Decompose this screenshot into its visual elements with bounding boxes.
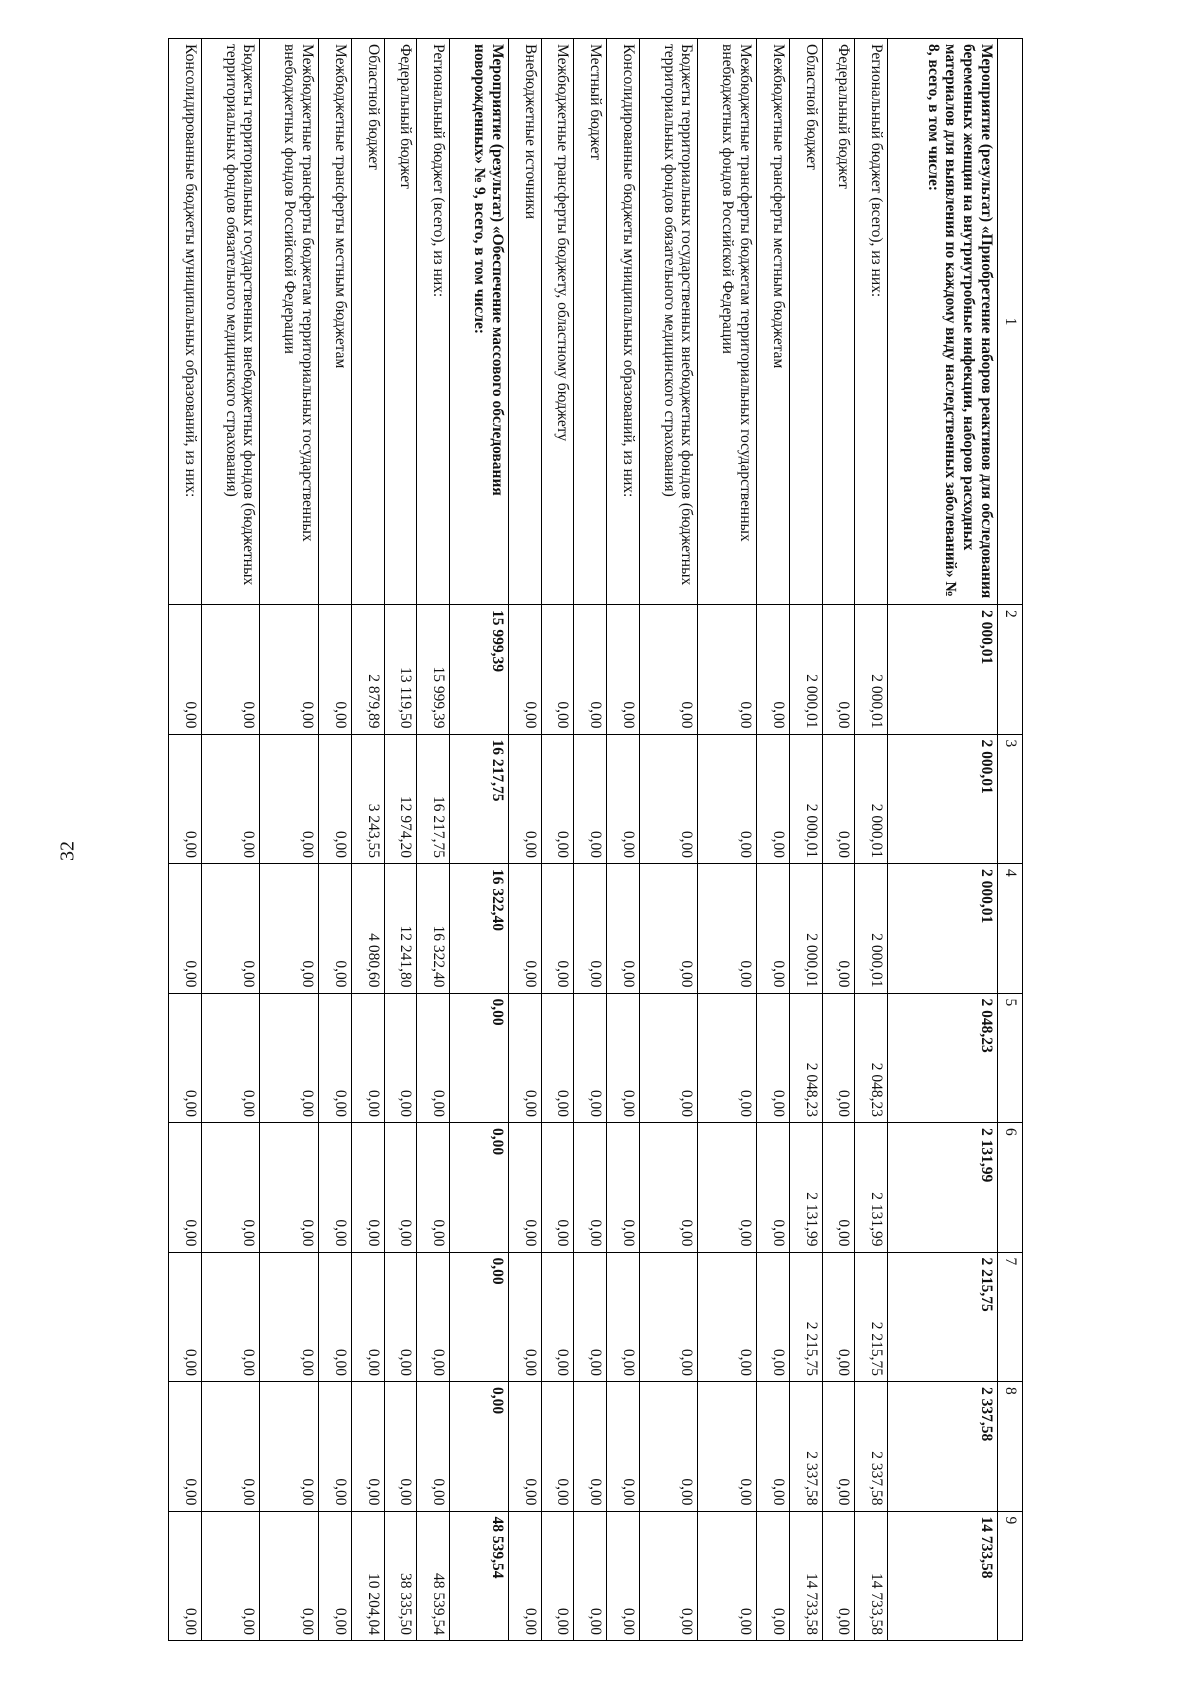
value-cell: 0,00: [450, 1382, 508, 1512]
row-label: Федеральный бюджет: [822, 39, 855, 605]
value-cell: 0,00: [640, 864, 698, 994]
value-cell: 0,00: [384, 1382, 417, 1512]
table-row: [169, 39, 202, 1641]
value-cell: 0,00: [508, 864, 541, 994]
value-cell: 0,00: [607, 1511, 640, 1641]
value-cell: 14 733,58: [888, 1511, 998, 1641]
table-row: [541, 39, 574, 1641]
value-cell: 0,00: [574, 1511, 607, 1641]
value-cell: 0,00: [260, 1123, 318, 1253]
row-label: Местный бюджет: [574, 39, 607, 605]
value-cell: 0,00: [169, 1382, 202, 1512]
rotated-table-container: [168, 38, 1023, 1640]
value-cell: 0,00: [698, 1123, 756, 1253]
value-cell: 38 335,50: [384, 1511, 417, 1641]
value-cell: 0,00: [607, 993, 640, 1123]
value-cell: 0,00: [201, 993, 259, 1123]
value-cell: 0,00: [318, 1382, 351, 1512]
value-cell: 0,00: [169, 993, 202, 1123]
value-cell: 0,00: [201, 864, 259, 994]
value-cell: 0,00: [541, 1123, 574, 1253]
table-row: [318, 39, 351, 1641]
value-cell: 2 337,58: [888, 1382, 998, 1512]
column-header: 1: [998, 39, 1023, 605]
value-cell: 0,00: [260, 864, 318, 994]
value-cell: 0,00: [417, 1252, 450, 1382]
header-row: [998, 39, 1023, 1641]
value-cell: 12 974,20: [384, 734, 417, 864]
row-label: Консолидированные бюджеты муниципальных образований, из них:: [607, 39, 640, 605]
row-label: Мероприятие (результат) «Обеспечение массового обследования новорожденных» № 9, всего, в том числе:: [450, 39, 508, 605]
value-cell: 2 131,99: [888, 1123, 998, 1253]
value-cell: 2 215,75: [789, 1252, 822, 1382]
value-cell: 0,00: [698, 993, 756, 1123]
value-cell: 0,00: [574, 864, 607, 994]
row-label: Межбюджетные трансферты местным бюджетам: [756, 39, 789, 605]
value-cell: 0,00: [607, 1123, 640, 1253]
value-cell: 0,00: [756, 734, 789, 864]
value-cell: 0,00: [756, 1511, 789, 1641]
value-cell: 2 131,99: [855, 1123, 888, 1253]
value-cell: 0,00: [318, 993, 351, 1123]
value-cell: 0,00: [541, 993, 574, 1123]
budget-table: [168, 38, 1023, 1641]
value-cell: 0,00: [541, 1511, 574, 1641]
value-cell: 0,00: [169, 1123, 202, 1253]
value-cell: 0,00: [640, 993, 698, 1123]
value-cell: 0,00: [574, 1382, 607, 1512]
value-cell: 0,00: [351, 993, 384, 1123]
value-cell: 0,00: [574, 734, 607, 864]
value-cell: 0,00: [508, 1382, 541, 1512]
value-cell: 3 243,55: [351, 734, 384, 864]
value-cell: 16 322,40: [450, 864, 508, 994]
value-cell: 2 000,01: [855, 734, 888, 864]
row-label: Межбюджетные трансферты бюджетам территориальных государственных внебюджетных фондов Российской Федерации: [260, 39, 318, 605]
value-cell: 14 733,58: [855, 1511, 888, 1641]
value-cell: 0,00: [417, 1123, 450, 1253]
value-cell: 16 217,75: [450, 734, 508, 864]
value-cell: 0,00: [541, 1252, 574, 1382]
value-cell: 0,00: [822, 864, 855, 994]
value-cell: 0,00: [541, 1382, 574, 1512]
value-cell: 0,00: [384, 1123, 417, 1253]
value-cell: 0,00: [508, 1123, 541, 1253]
value-cell: 2 000,01: [888, 605, 998, 735]
value-cell: 0,00: [574, 1252, 607, 1382]
value-cell: 0,00: [417, 1382, 450, 1512]
row-label: Бюджеты территориальных государственных внебюджетных фондов (бюджетных территориальных фондов обязательного медицинского страхования): [640, 39, 698, 605]
table-row: [888, 39, 998, 1641]
value-cell: 0,00: [756, 605, 789, 735]
value-cell: 2 879,89: [351, 605, 384, 735]
table-row: [698, 39, 756, 1641]
table-row: [640, 39, 698, 1641]
value-cell: 0,00: [698, 1511, 756, 1641]
row-label: Межбюджетные трансферты бюджету, областному бюджету: [541, 39, 574, 605]
value-cell: 0,00: [318, 1123, 351, 1253]
value-cell: 0,00: [541, 734, 574, 864]
value-cell: 0,00: [508, 734, 541, 864]
value-cell: 0,00: [201, 1252, 259, 1382]
column-header: 2: [998, 605, 1023, 735]
column-header: 4: [998, 864, 1023, 994]
table-row: [789, 39, 822, 1641]
table-row: [756, 39, 789, 1641]
row-label: Региональный бюджет (всего), из них:: [855, 39, 888, 605]
value-cell: 48 539,54: [417, 1511, 450, 1641]
value-cell: 10 204,04: [351, 1511, 384, 1641]
value-cell: 0,00: [574, 1123, 607, 1253]
table-row: [855, 39, 888, 1641]
value-cell: 48 539,54: [450, 1511, 508, 1641]
value-cell: 0,00: [260, 1252, 318, 1382]
value-cell: 0,00: [541, 605, 574, 735]
value-cell: 0,00: [169, 734, 202, 864]
value-cell: 2 048,23: [789, 993, 822, 1123]
row-label: Бюджеты территориальных государственных внебюджетных фондов (бюджетных территориальных фондов обязательного медицинского страхования): [201, 39, 259, 605]
value-cell: 0,00: [822, 734, 855, 864]
value-cell: 0,00: [698, 864, 756, 994]
value-cell: 0,00: [169, 1252, 202, 1382]
column-header: 3: [998, 734, 1023, 864]
row-label: Региональный бюджет (всего), из них:: [417, 39, 450, 605]
value-cell: 16 322,40: [417, 864, 450, 994]
value-cell: 0,00: [201, 1123, 259, 1253]
value-cell: 0,00: [640, 605, 698, 735]
column-header: 7: [998, 1252, 1023, 1382]
value-cell: 0,00: [698, 1252, 756, 1382]
value-cell: 2 048,23: [855, 993, 888, 1123]
row-label: Межбюджетные трансферты местным бюджетам: [318, 39, 351, 605]
table-row: [450, 39, 508, 1641]
value-cell: 0,00: [640, 1382, 698, 1512]
value-cell: 2 337,58: [789, 1382, 822, 1512]
row-label: Внебюджетные источники: [508, 39, 541, 605]
value-cell: 2 048,23: [888, 993, 998, 1123]
value-cell: 0,00: [450, 1123, 508, 1253]
value-cell: 0,00: [607, 1252, 640, 1382]
value-cell: 0,00: [607, 1382, 640, 1512]
value-cell: 0,00: [541, 864, 574, 994]
value-cell: 0,00: [508, 1511, 541, 1641]
value-cell: 0,00: [201, 734, 259, 864]
row-label: Межбюджетные трансферты бюджетам территориальных государственных внебюджетных фондов Российской Федерации: [698, 39, 756, 605]
value-cell: 0,00: [201, 1511, 259, 1641]
value-cell: 0,00: [640, 1252, 698, 1382]
value-cell: 0,00: [607, 864, 640, 994]
value-cell: 0,00: [260, 1511, 318, 1641]
value-cell: 0,00: [607, 605, 640, 735]
value-cell: 0,00: [698, 605, 756, 735]
column-header: 6: [998, 1123, 1023, 1253]
value-cell: 0,00: [260, 993, 318, 1123]
value-cell: 0,00: [640, 734, 698, 864]
value-cell: 0,00: [201, 1382, 259, 1512]
value-cell: 0,00: [698, 734, 756, 864]
table-row: [417, 39, 450, 1641]
value-cell: 0,00: [417, 993, 450, 1123]
table-body: [169, 39, 998, 1641]
value-cell: 0,00: [698, 1382, 756, 1512]
value-cell: 0,00: [508, 1252, 541, 1382]
table-row: [201, 39, 259, 1641]
value-cell: 0,00: [384, 993, 417, 1123]
value-cell: 0,00: [318, 864, 351, 994]
value-cell: 0,00: [260, 605, 318, 735]
value-cell: 0,00: [574, 605, 607, 735]
value-cell: 2 000,01: [789, 864, 822, 994]
value-cell: 2 131,99: [789, 1123, 822, 1253]
value-cell: 2 000,01: [855, 605, 888, 735]
value-cell: 2 000,01: [888, 864, 998, 994]
row-label: Мероприятие (результат) «Приобретение наборов реактивов для обследования беременных женщин на внутриутробные инфекции, наборов расходных материалов для выявления по каждому виду наследственных заболеваний» № 8, всего, в том числе:: [888, 39, 998, 605]
table-row: [260, 39, 318, 1641]
value-cell: 2 000,01: [855, 864, 888, 994]
value-cell: 0,00: [822, 605, 855, 735]
value-cell: 2 337,58: [855, 1382, 888, 1512]
value-cell: 0,00: [756, 1382, 789, 1512]
value-cell: 0,00: [318, 734, 351, 864]
page-number: 32: [56, 841, 79, 861]
value-cell: 0,00: [351, 1252, 384, 1382]
value-cell: 0,00: [822, 1382, 855, 1512]
value-cell: 0,00: [384, 1252, 417, 1382]
table-row: [384, 39, 417, 1641]
value-cell: 0,00: [756, 1252, 789, 1382]
row-label: Федеральный бюджет: [384, 39, 417, 605]
value-cell: 0,00: [756, 864, 789, 994]
value-cell: 2 000,01: [789, 734, 822, 864]
value-cell: 0,00: [822, 1252, 855, 1382]
value-cell: 0,00: [260, 734, 318, 864]
column-header: 9: [998, 1511, 1023, 1641]
value-cell: 0,00: [822, 1511, 855, 1641]
value-cell: 0,00: [822, 1123, 855, 1253]
value-cell: 0,00: [450, 1252, 508, 1382]
value-cell: 0,00: [607, 734, 640, 864]
value-cell: 14 733,58: [789, 1511, 822, 1641]
table-row: [351, 39, 384, 1641]
row-label: Консолидированные бюджеты муниципальных образований, из них:: [169, 39, 202, 605]
row-label: Областной бюджет: [351, 39, 384, 605]
value-cell: 0,00: [822, 993, 855, 1123]
value-cell: 2 215,75: [855, 1252, 888, 1382]
value-cell: 0,00: [351, 1123, 384, 1253]
value-cell: 2 215,75: [888, 1252, 998, 1382]
row-label: Областной бюджет: [789, 39, 822, 605]
table-row: [508, 39, 541, 1641]
value-cell: 0,00: [260, 1382, 318, 1512]
value-cell: 0,00: [756, 1123, 789, 1253]
value-cell: 0,00: [318, 1252, 351, 1382]
table-row: [822, 39, 855, 1641]
column-header: 8: [998, 1382, 1023, 1512]
value-cell: 0,00: [318, 1511, 351, 1641]
value-cell: 0,00: [756, 993, 789, 1123]
value-cell: 15 999,39: [417, 605, 450, 735]
value-cell: 0,00: [574, 993, 607, 1123]
value-cell: 0,00: [318, 605, 351, 735]
table-row: [574, 39, 607, 1641]
value-cell: 2 000,01: [789, 605, 822, 735]
value-cell: 0,00: [508, 605, 541, 735]
value-cell: 15 999,39: [450, 605, 508, 735]
value-cell: 0,00: [508, 993, 541, 1123]
value-cell: 16 217,75: [417, 734, 450, 864]
value-cell: 0,00: [169, 1511, 202, 1641]
value-cell: 13 119,50: [384, 605, 417, 735]
column-header: 5: [998, 993, 1023, 1123]
value-cell: 0,00: [169, 605, 202, 735]
table-row: [607, 39, 640, 1641]
value-cell: 12 241,80: [384, 864, 417, 994]
value-cell: 0,00: [450, 993, 508, 1123]
value-cell: 0,00: [169, 864, 202, 994]
value-cell: 4 080,60: [351, 864, 384, 994]
value-cell: 2 000,01: [888, 734, 998, 864]
value-cell: 0,00: [201, 605, 259, 735]
value-cell: 0,00: [640, 1123, 698, 1253]
value-cell: 0,00: [351, 1382, 384, 1512]
value-cell: 0,00: [640, 1511, 698, 1641]
